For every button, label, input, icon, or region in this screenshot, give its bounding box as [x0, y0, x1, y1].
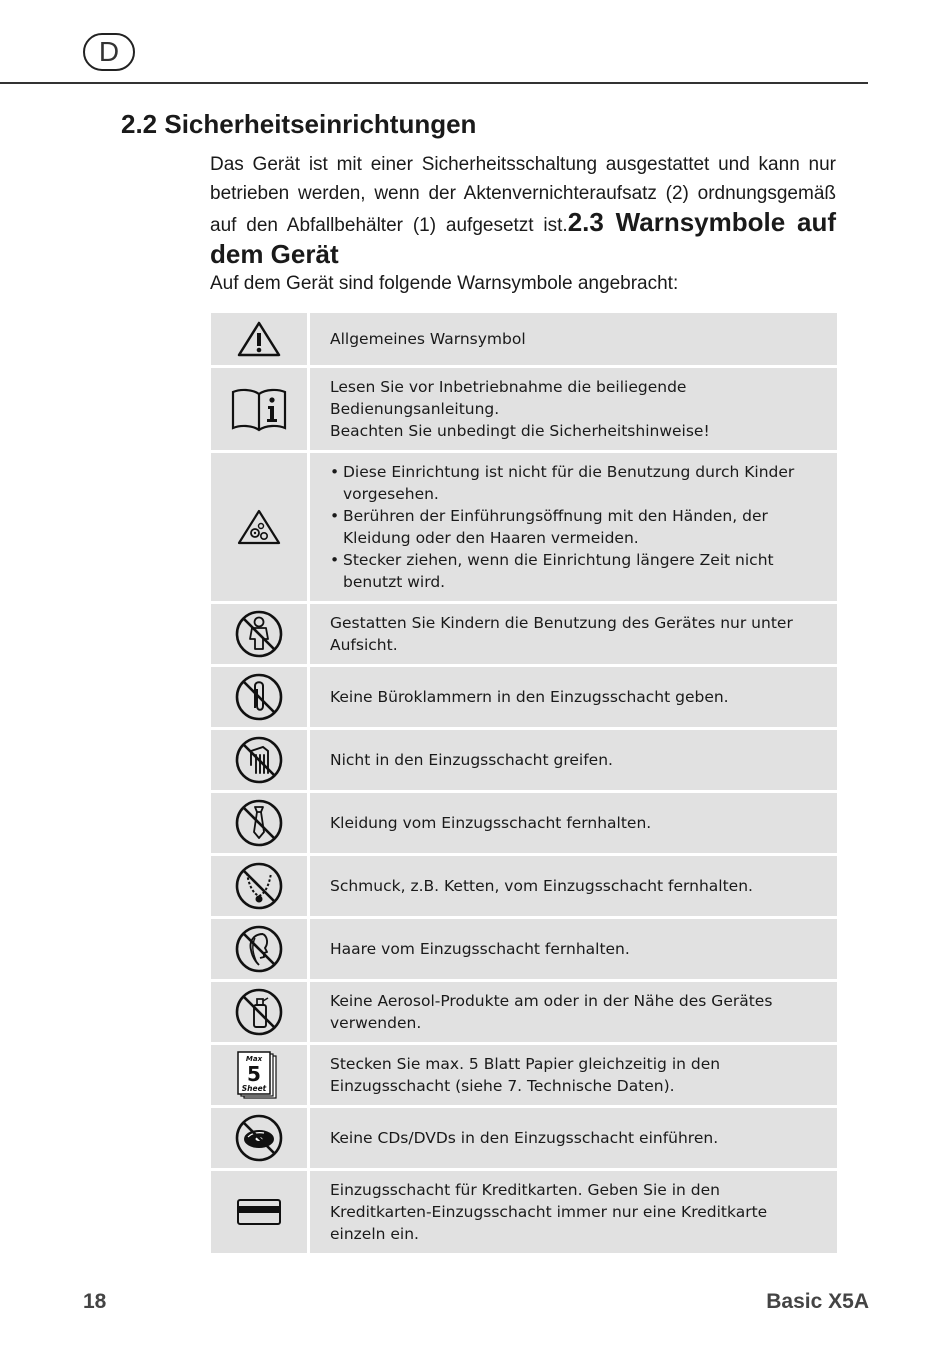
table-row [211, 453, 837, 601]
warning-text: Gestatten Sie Kindern die Benutzung des Gerätes nur unter Aufsicht. [310, 604, 837, 664]
no-paperclip-icon [234, 672, 284, 722]
no-hair-icon [234, 924, 284, 974]
section-2-2-title: 2.2 Sicherheitseinrichtungen [121, 109, 477, 139]
no-aerosol-icon [234, 987, 284, 1037]
warning-line: Beachten Sie unbedingt die Sicherheitshinweise! [330, 422, 710, 440]
table-row [211, 313, 837, 365]
max-sheets-icon [236, 1049, 282, 1101]
section-2-2-text: Das Gerät ist mit einer Sicherheitsschaltung ausgestattet und kann nur betrieben werden, wenn der Aktenvernichteraufsatz (2) ordnungsgemäß auf den Abfallbehälter (1) aufgesetzt ist. [210, 154, 836, 236]
header-rule [0, 82, 868, 84]
table-row [211, 730, 837, 790]
warning-text: Stecken Sie max. 5 Blatt Papier gleichzeitig in den Einzugsschacht (siehe 7. Technische Daten). [310, 1045, 837, 1105]
warning-text: Schmuck, z.B. Ketten, vom Einzugsschacht fernhalten. [310, 856, 837, 916]
manual-info-icon [230, 386, 288, 432]
warning-text: Kleidung vom Einzugsschacht fernhalten. [310, 793, 837, 853]
warning-text [310, 453, 837, 601]
table-row [211, 793, 837, 853]
warning-text: Nicht in den Einzugsschacht greifen. [310, 730, 837, 790]
no-children-icon [234, 609, 284, 659]
table-row [211, 856, 837, 916]
warning-symbols-table [211, 310, 837, 1256]
warning-bullet-list [330, 461, 823, 593]
max-sheets-bottom-label: Sheet [241, 1084, 267, 1093]
list-item: • Stecker ziehen, wenn die Einrichtung längere Zeit nicht benutzt wird. [330, 549, 823, 593]
max-sheets-number: 5 [247, 1062, 261, 1086]
model-name: Basic X5A [766, 1290, 869, 1313]
page-number: 18 [83, 1290, 107, 1313]
warning-text: Keine Büroklammern in den Einzugsschacht geben. [310, 667, 837, 727]
table-row [211, 1108, 837, 1168]
list-item: • Diese Einrichtung ist nicht für die Benutzung durch Kinder vorgesehen. [330, 461, 823, 505]
table-row [211, 1045, 837, 1105]
table-row [211, 982, 837, 1042]
language-badge: D [83, 33, 135, 71]
section-2-3-intro: Auf dem Gerät sind folgende Warnsymbole angebracht: [210, 273, 679, 294]
table-row [211, 368, 837, 450]
warning-text [310, 368, 837, 450]
table-row [211, 667, 837, 727]
table-row [211, 1171, 837, 1253]
no-hand-icon [234, 735, 284, 785]
warning-triangle-icon [236, 320, 282, 358]
no-necklace-icon [234, 861, 284, 911]
table-row [211, 604, 837, 664]
warning-text: Einzugsschacht für Kreditkarten. Geben Sie in den Kreditkarten-Einzugsschacht immer nur eine Kreditkarte einzeln ein. [310, 1171, 837, 1253]
no-tie-icon [234, 798, 284, 848]
warning-text: Allgemeines Warnsymbol [310, 313, 837, 365]
table-row [211, 919, 837, 979]
warning-text: Keine CDs/DVDs in den Einzugsschacht einführen. [310, 1108, 837, 1168]
max-sheets-top-label: Max [245, 1055, 263, 1063]
warning-text: Keine Aerosol-Produkte am oder in der Nähe des Gerätes verwenden. [310, 982, 837, 1042]
section-2-3-title: 2.3 Warnsymbole auf dem Gerät [210, 207, 836, 269]
no-cd-icon [234, 1113, 284, 1163]
credit-card-icon [236, 1197, 282, 1227]
warning-line: Lesen Sie vor Inbetriebnahme die beiliegende Bedienungsanleitung. [330, 378, 687, 418]
warning-text: Haare vom Einzugsschacht fernhalten. [310, 919, 837, 979]
gears-warning-icon [236, 508, 282, 546]
list-item: • Berühren der Einführungsöffnung mit den Händen, der Kleidung oder den Haaren vermeiden. [330, 505, 823, 549]
section-2-2-body [210, 150, 836, 272]
